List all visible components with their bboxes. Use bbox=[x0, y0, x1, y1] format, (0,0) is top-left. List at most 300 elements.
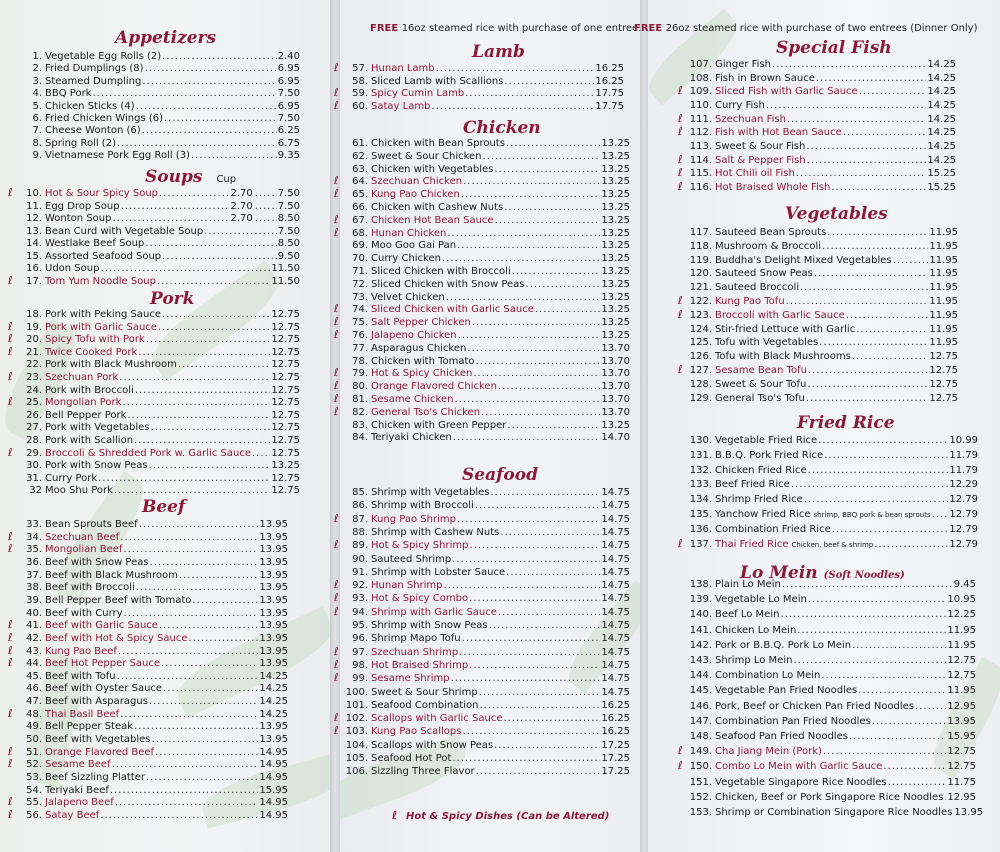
item-price: 6.25 bbox=[277, 125, 300, 137]
menu-item bbox=[686, 323, 958, 336]
item-price: 12.75 bbox=[271, 372, 300, 383]
menu-item bbox=[16, 657, 288, 670]
fold-crease bbox=[640, 0, 648, 852]
leader-dots bbox=[495, 214, 601, 227]
leader-dots bbox=[155, 746, 258, 759]
menu-item bbox=[686, 281, 958, 294]
item-number: 136. bbox=[689, 523, 712, 535]
item-price: 14.75 bbox=[601, 646, 630, 658]
menu-item bbox=[686, 608, 976, 621]
item-name: Beef with Hot & Spicy Sauce bbox=[45, 632, 188, 644]
section-title: Soups bbox=[145, 167, 203, 187]
leader-dots bbox=[120, 708, 258, 721]
item-price: 13.95 bbox=[954, 807, 984, 818]
item-price: 11.95 bbox=[929, 240, 958, 252]
leader-dots bbox=[821, 669, 946, 682]
item-price: 14.25 bbox=[927, 127, 956, 139]
item-name: Beef with Snow Peas bbox=[45, 556, 149, 568]
item-price: 13.25 bbox=[601, 278, 630, 290]
item-number: 142. bbox=[689, 639, 712, 651]
item-number: 131. bbox=[689, 449, 712, 461]
leader-dots bbox=[472, 316, 601, 329]
item-price: 17.75 bbox=[595, 88, 624, 100]
item-price: 11.95 bbox=[929, 309, 958, 321]
menu-item bbox=[342, 303, 630, 316]
item-price: 14.95 bbox=[259, 809, 288, 821]
item-name: Seafood Hot Pot bbox=[371, 753, 452, 764]
leader-dots bbox=[192, 594, 258, 607]
item-number: 133. bbox=[689, 479, 712, 491]
menu-item bbox=[686, 578, 976, 591]
leader-dots bbox=[453, 431, 601, 444]
item-price: 11.95 bbox=[929, 296, 958, 307]
item-name: Sweet & Sour Fish bbox=[715, 140, 806, 152]
leader-dots bbox=[179, 569, 258, 582]
item-name: Hot & Spicy Shrimp bbox=[371, 540, 469, 552]
leader-dots bbox=[110, 784, 258, 797]
menu-item bbox=[16, 796, 288, 809]
item-name: Pork with Scallion bbox=[45, 435, 134, 446]
item-price: 14.25 bbox=[927, 72, 956, 84]
item-name: Salt Pepper Chicken bbox=[371, 317, 471, 329]
item-name: Buddha's Delight Mixed Vegetables bbox=[715, 254, 892, 266]
leader-dots bbox=[506, 137, 600, 150]
item-name: Hunan Shrimp bbox=[371, 580, 443, 592]
item-price: 11.75 bbox=[947, 776, 976, 788]
item-price: 12.29 bbox=[949, 479, 978, 491]
menu-item bbox=[16, 371, 300, 384]
item-name: Sweet & Sour Tofu bbox=[715, 378, 807, 390]
menu-item bbox=[686, 760, 976, 773]
item-name: Sauteed Broccoli bbox=[715, 282, 800, 294]
item-name: Curry Pork bbox=[45, 472, 98, 484]
menu-item bbox=[16, 645, 288, 658]
leader-dots bbox=[454, 393, 600, 406]
item-name: Broccoli & Shredded Pork w. Garlic Sauce bbox=[45, 447, 251, 459]
item-name: Wonton Soup bbox=[45, 213, 112, 224]
leader-dots bbox=[161, 657, 258, 670]
item-number: 20. bbox=[26, 334, 42, 346]
item-price: 15.25 bbox=[927, 168, 956, 180]
menu-item bbox=[686, 392, 958, 405]
item-name: Hot Braised Shrimp bbox=[371, 659, 469, 671]
item-name: Shrimp with Vegetables bbox=[371, 487, 490, 498]
item-name: Pork, Beef or Chicken Pan Fried Noodles bbox=[715, 700, 915, 712]
menu-item bbox=[16, 149, 300, 162]
leader-dots bbox=[112, 212, 229, 225]
item-price: 11.79 bbox=[949, 464, 978, 476]
leader-dots bbox=[793, 654, 946, 667]
item-number: 100. bbox=[345, 686, 368, 698]
menu-item bbox=[16, 720, 288, 733]
menu-item bbox=[686, 449, 978, 462]
menu-item bbox=[342, 406, 630, 419]
item-number: 41. bbox=[26, 620, 42, 632]
item-number: 127. bbox=[689, 365, 712, 376]
leader-dots bbox=[138, 346, 270, 359]
item-price: 16.25 bbox=[601, 713, 630, 725]
item-name: Sesame Beef bbox=[45, 759, 111, 771]
item-price: 12.75 bbox=[271, 409, 300, 421]
item-price: 14.75 bbox=[601, 487, 630, 498]
menu-item bbox=[342, 526, 630, 539]
menu-item bbox=[342, 163, 630, 176]
item-name: Pork with Peking Sauce bbox=[45, 309, 161, 320]
menu-item bbox=[16, 275, 300, 288]
item-number: 134. bbox=[689, 494, 712, 506]
item-name: Bean Curd with Vegetable Soup bbox=[45, 225, 204, 237]
leader-dots bbox=[149, 695, 258, 708]
menu-item bbox=[686, 99, 956, 112]
leader-dots bbox=[255, 212, 277, 225]
item-number: 88. bbox=[352, 526, 368, 538]
item-number: 64. bbox=[352, 176, 368, 188]
item-name: Sweet & Sour Shrimp bbox=[371, 686, 478, 698]
item-price: 13.25 bbox=[601, 253, 630, 265]
item-number: 67. bbox=[352, 214, 368, 226]
item-name: Cha Jiang Mein (Pork) bbox=[715, 746, 822, 758]
item-price: 13.25 bbox=[271, 460, 300, 472]
item-name: Beef Hot Pepper Sauce bbox=[45, 658, 161, 670]
menu-item bbox=[686, 140, 956, 153]
item-name: Thai Fried Rice bbox=[715, 538, 789, 550]
item-price: 12.75 bbox=[271, 435, 300, 446]
item-name: Pork with Garlic Sauce bbox=[45, 321, 157, 333]
leader-dots bbox=[804, 493, 949, 506]
item-name: Salt & Pepper Fish bbox=[715, 154, 806, 166]
item-name: Jalapeno Beef bbox=[45, 797, 114, 809]
item-name: Udon Soup bbox=[45, 263, 100, 274]
menu-item bbox=[342, 739, 630, 752]
item-number: 91. bbox=[352, 566, 368, 578]
leader-dots bbox=[150, 556, 259, 569]
leader-dots bbox=[134, 720, 258, 733]
menu-item bbox=[342, 765, 630, 778]
spicy-legend: ℓHot & Spicy Dishes (Can be Altered) bbox=[392, 810, 609, 822]
item-number: 75. bbox=[352, 317, 368, 329]
item-name: Vegetable Singapore Rice Noodles bbox=[715, 776, 887, 788]
free-rice-one-entree-note: FREE 16oz steamed rice with purchase of one entree. bbox=[370, 23, 642, 34]
menu-item bbox=[686, 295, 958, 308]
item-name: Vegetable Egg Rolls (2) bbox=[45, 51, 162, 62]
menu-item bbox=[342, 355, 630, 368]
menu-item bbox=[16, 556, 288, 569]
item-price: 13.95 bbox=[259, 531, 288, 543]
leader-dots bbox=[807, 378, 928, 391]
item-number: 59. bbox=[352, 88, 368, 100]
section-title: Special Fish bbox=[776, 38, 892, 58]
menu-item bbox=[342, 150, 630, 163]
item-number: 98. bbox=[352, 659, 368, 671]
item-number: 42. bbox=[26, 632, 42, 644]
section-title: Fried Rice bbox=[797, 413, 895, 433]
item-number: 15. bbox=[26, 250, 42, 262]
menu-item bbox=[342, 539, 630, 552]
item-name: Beef with Oyster Sauce bbox=[45, 683, 163, 695]
leader-dots bbox=[526, 278, 601, 291]
cup-column-label: Cup bbox=[216, 174, 237, 185]
menu-item bbox=[342, 380, 630, 393]
item-price: 13.25 bbox=[601, 138, 630, 149]
menu-item bbox=[342, 431, 630, 444]
leader-dots bbox=[112, 758, 259, 771]
item-name: Tofu with Vegetables bbox=[715, 337, 819, 349]
item-price: 14.75 bbox=[601, 500, 630, 512]
leader-dots bbox=[858, 684, 946, 697]
item-name: Moo Goo Gai Pan bbox=[371, 240, 457, 252]
item-name: Shrimp with Snow Peas bbox=[371, 620, 488, 631]
menu-item bbox=[342, 227, 630, 240]
leader-dots bbox=[932, 508, 949, 521]
leader-dots bbox=[452, 553, 600, 566]
item-name: Beef Fried Rice bbox=[715, 479, 790, 491]
menu-item bbox=[686, 684, 976, 697]
item-price: 11.95 bbox=[947, 624, 976, 636]
menu-item bbox=[16, 346, 300, 359]
menu-item bbox=[16, 100, 300, 113]
leader-dots bbox=[915, 700, 946, 713]
item-name: Pork with Broccoli bbox=[45, 384, 134, 396]
item-price: 7.50 bbox=[277, 188, 300, 199]
menu-item bbox=[342, 175, 630, 188]
menu-item bbox=[16, 459, 300, 472]
item-name: Shrimp Mapo Tofu bbox=[371, 633, 461, 645]
leader-dots bbox=[823, 745, 946, 758]
item-name: Shrimp with Garlic Sauce bbox=[371, 606, 497, 618]
leader-dots bbox=[164, 112, 277, 125]
item-price: 13.70 bbox=[601, 368, 630, 380]
item-name: Beef with Garlic Sauce bbox=[45, 620, 158, 632]
item-price: 16.25 bbox=[601, 726, 630, 738]
item-number: 18. bbox=[26, 309, 42, 320]
item-price: 11.95 bbox=[947, 639, 976, 651]
section-title: Lamb bbox=[472, 42, 525, 62]
item-name: Szechuan Beef bbox=[45, 531, 120, 543]
item-number: 152. bbox=[689, 791, 712, 803]
leader-dots bbox=[457, 513, 600, 526]
menu-item bbox=[342, 393, 630, 406]
menu-item bbox=[16, 784, 288, 797]
item-name: Sauteed Snow Peas bbox=[715, 268, 813, 280]
item-name: Kung Pao Scallops bbox=[371, 726, 462, 738]
item-price: 12.75 bbox=[929, 378, 958, 390]
section-heading-beef bbox=[142, 497, 185, 517]
item-number: 71. bbox=[352, 266, 368, 277]
leader-dots bbox=[444, 579, 601, 592]
menu-item bbox=[686, 730, 976, 743]
item-name: Shrimp Lo Mein bbox=[715, 655, 793, 666]
item-price: 8.50 bbox=[277, 238, 300, 249]
item-price: 7.50 bbox=[277, 200, 300, 212]
leader-dots bbox=[503, 712, 600, 725]
item-number: 17. bbox=[26, 275, 42, 287]
leader-dots bbox=[473, 367, 600, 380]
section-title: Beef bbox=[142, 497, 186, 517]
leader-dots bbox=[463, 175, 600, 188]
item-name: Broccoli with Garlic Sauce bbox=[715, 309, 845, 321]
item-price: 14.75 bbox=[601, 540, 630, 552]
menu-item bbox=[16, 447, 300, 460]
menu-item bbox=[16, 124, 300, 137]
item-price: 14.25 bbox=[927, 113, 956, 125]
item-name: Bell Pepper Pork bbox=[45, 409, 127, 421]
leader-dots bbox=[119, 371, 270, 384]
item-number: 102. bbox=[345, 713, 368, 725]
item-name: Sliced Chicken with Snow Peas bbox=[371, 278, 525, 290]
leader-dots bbox=[162, 50, 277, 63]
item-name: Pork or B.B.Q. Pork Lo Mein bbox=[715, 639, 852, 651]
menu-item bbox=[16, 708, 288, 721]
item-number: 69. bbox=[352, 240, 368, 252]
item-price: 13.25 bbox=[601, 176, 630, 188]
leader-dots bbox=[442, 252, 600, 265]
item-number: 40. bbox=[26, 607, 42, 619]
item-price: 14.75 bbox=[601, 566, 630, 578]
item-price: 13.95 bbox=[259, 607, 288, 619]
leader-dots bbox=[827, 226, 928, 239]
leader-dots bbox=[465, 87, 594, 100]
item-name: Seafood Combination bbox=[371, 699, 479, 711]
item-number: 84. bbox=[352, 432, 368, 444]
item-number: 62. bbox=[352, 150, 368, 162]
item-number: 50. bbox=[26, 734, 42, 746]
item-price: 14.95 bbox=[259, 746, 288, 758]
item-number: 44. bbox=[26, 658, 42, 670]
menu-item bbox=[686, 167, 956, 180]
menu-item bbox=[16, 384, 300, 397]
item-price: 12.75 bbox=[947, 670, 976, 682]
menu-item bbox=[686, 508, 978, 521]
menu-item bbox=[686, 806, 984, 819]
leader-dots bbox=[146, 771, 258, 784]
item-number: 28. bbox=[26, 435, 42, 446]
item-price: 14.95 bbox=[259, 759, 288, 771]
item-number: 111. bbox=[689, 113, 712, 125]
leader-dots bbox=[476, 355, 601, 368]
chili-pepper-icon bbox=[392, 810, 402, 822]
section-heading-appetizers bbox=[115, 28, 216, 48]
item-name: BBQ Pork bbox=[45, 88, 92, 100]
menu-item bbox=[342, 579, 630, 592]
item-price: 13.70 bbox=[601, 394, 630, 405]
item-price: 13.25 bbox=[601, 189, 630, 201]
leader-dots bbox=[451, 672, 601, 685]
item-price: 14.25 bbox=[927, 86, 956, 98]
leader-dots bbox=[122, 396, 270, 409]
item-number: 49. bbox=[26, 721, 42, 733]
item-name: Chicken, Beef or Pork Singapore Rice Noodles bbox=[715, 791, 944, 803]
menu-item bbox=[342, 214, 630, 227]
item-price: 11.95 bbox=[929, 254, 958, 266]
item-name: Ginger Fish bbox=[715, 59, 772, 70]
item-price: 12.25 bbox=[947, 609, 976, 621]
item-price: 13.25 bbox=[601, 240, 630, 252]
menu-item bbox=[16, 50, 300, 63]
leader-dots bbox=[944, 791, 946, 804]
item-price: 15.95 bbox=[947, 731, 976, 742]
item-number: 8. bbox=[32, 137, 42, 149]
leader-dots bbox=[123, 543, 258, 556]
item-number: 33. bbox=[26, 519, 42, 530]
leader-dots bbox=[808, 464, 949, 477]
leader-dots bbox=[124, 607, 259, 620]
item-name: Vegetable Pan Fried Noodles bbox=[715, 685, 858, 697]
item-name: Orange Flavored Beef bbox=[45, 746, 155, 758]
item-price: 12.75 bbox=[271, 447, 300, 459]
leader-dots bbox=[791, 478, 949, 491]
item-number: 14. bbox=[26, 238, 42, 249]
item-name: Spicy Tofu with Pork bbox=[45, 334, 145, 346]
leader-dots bbox=[780, 608, 946, 621]
item-price: 14.25 bbox=[259, 683, 288, 695]
item-name: Sliced Chicken with Broccoli bbox=[371, 266, 511, 277]
leader-dots bbox=[512, 265, 601, 278]
menu-item bbox=[686, 154, 956, 167]
leader-dots bbox=[462, 632, 601, 645]
item-name: Beef with Curry bbox=[45, 607, 123, 619]
item-number: 21. bbox=[26, 346, 42, 358]
item-price: 16.25 bbox=[595, 63, 624, 74]
item-price: 11.50 bbox=[271, 275, 300, 287]
leader-dots bbox=[475, 499, 601, 512]
item-number: 106. bbox=[345, 766, 368, 778]
item-name: Tofu with Black Mushrooms bbox=[715, 351, 851, 363]
item-price: 13.70 bbox=[601, 342, 630, 354]
menu-item bbox=[16, 518, 288, 531]
item-price: 12.95 bbox=[947, 791, 976, 803]
menu-item bbox=[686, 523, 978, 536]
item-price: 9.45 bbox=[953, 579, 976, 590]
item-price: 14.70 bbox=[601, 432, 630, 444]
item-price: 12.75 bbox=[271, 359, 300, 371]
item-price: 13.95 bbox=[259, 658, 288, 670]
menu-item bbox=[686, 240, 958, 253]
item-name: Sauteed Bean Sprouts bbox=[715, 227, 827, 238]
item-number: 66. bbox=[352, 202, 368, 213]
leader-dots bbox=[504, 201, 600, 214]
item-number: 146. bbox=[689, 700, 712, 712]
item-price: 17.25 bbox=[601, 753, 630, 764]
item-price: 13.25 bbox=[601, 214, 630, 226]
leader-dots bbox=[157, 275, 270, 288]
leader-dots bbox=[462, 725, 600, 738]
menu-item bbox=[686, 654, 976, 667]
item-name: Bell Pepper Beef with Tomato bbox=[45, 594, 192, 606]
menu-item bbox=[342, 513, 630, 526]
item-name: Chicken with Cashew Nuts bbox=[371, 202, 504, 213]
item-name: Asparagus Chicken bbox=[371, 342, 467, 354]
menu-item bbox=[16, 62, 300, 75]
item-price: 9.50 bbox=[277, 250, 300, 262]
menu-item bbox=[342, 606, 630, 619]
item-number: 138. bbox=[689, 579, 712, 590]
item-name: Chicken Fried Rice bbox=[715, 464, 807, 476]
item-price: 12.75 bbox=[271, 346, 300, 358]
item-number: 107. bbox=[689, 59, 712, 70]
item-number: 74. bbox=[352, 304, 368, 316]
item-number: 55. bbox=[26, 797, 42, 809]
leader-dots bbox=[459, 646, 600, 659]
item-name: Sesame Chicken bbox=[371, 394, 454, 405]
item-price: 7.50 bbox=[277, 88, 300, 100]
leader-dots bbox=[467, 342, 600, 355]
menu-item bbox=[342, 316, 630, 329]
item-number: 149. bbox=[689, 746, 712, 758]
leader-dots bbox=[461, 188, 601, 201]
item-price: 10.95 bbox=[947, 594, 976, 606]
item-number: 9. bbox=[32, 150, 42, 162]
item-name: Sliced Chicken with Garlic Sauce bbox=[371, 304, 534, 316]
